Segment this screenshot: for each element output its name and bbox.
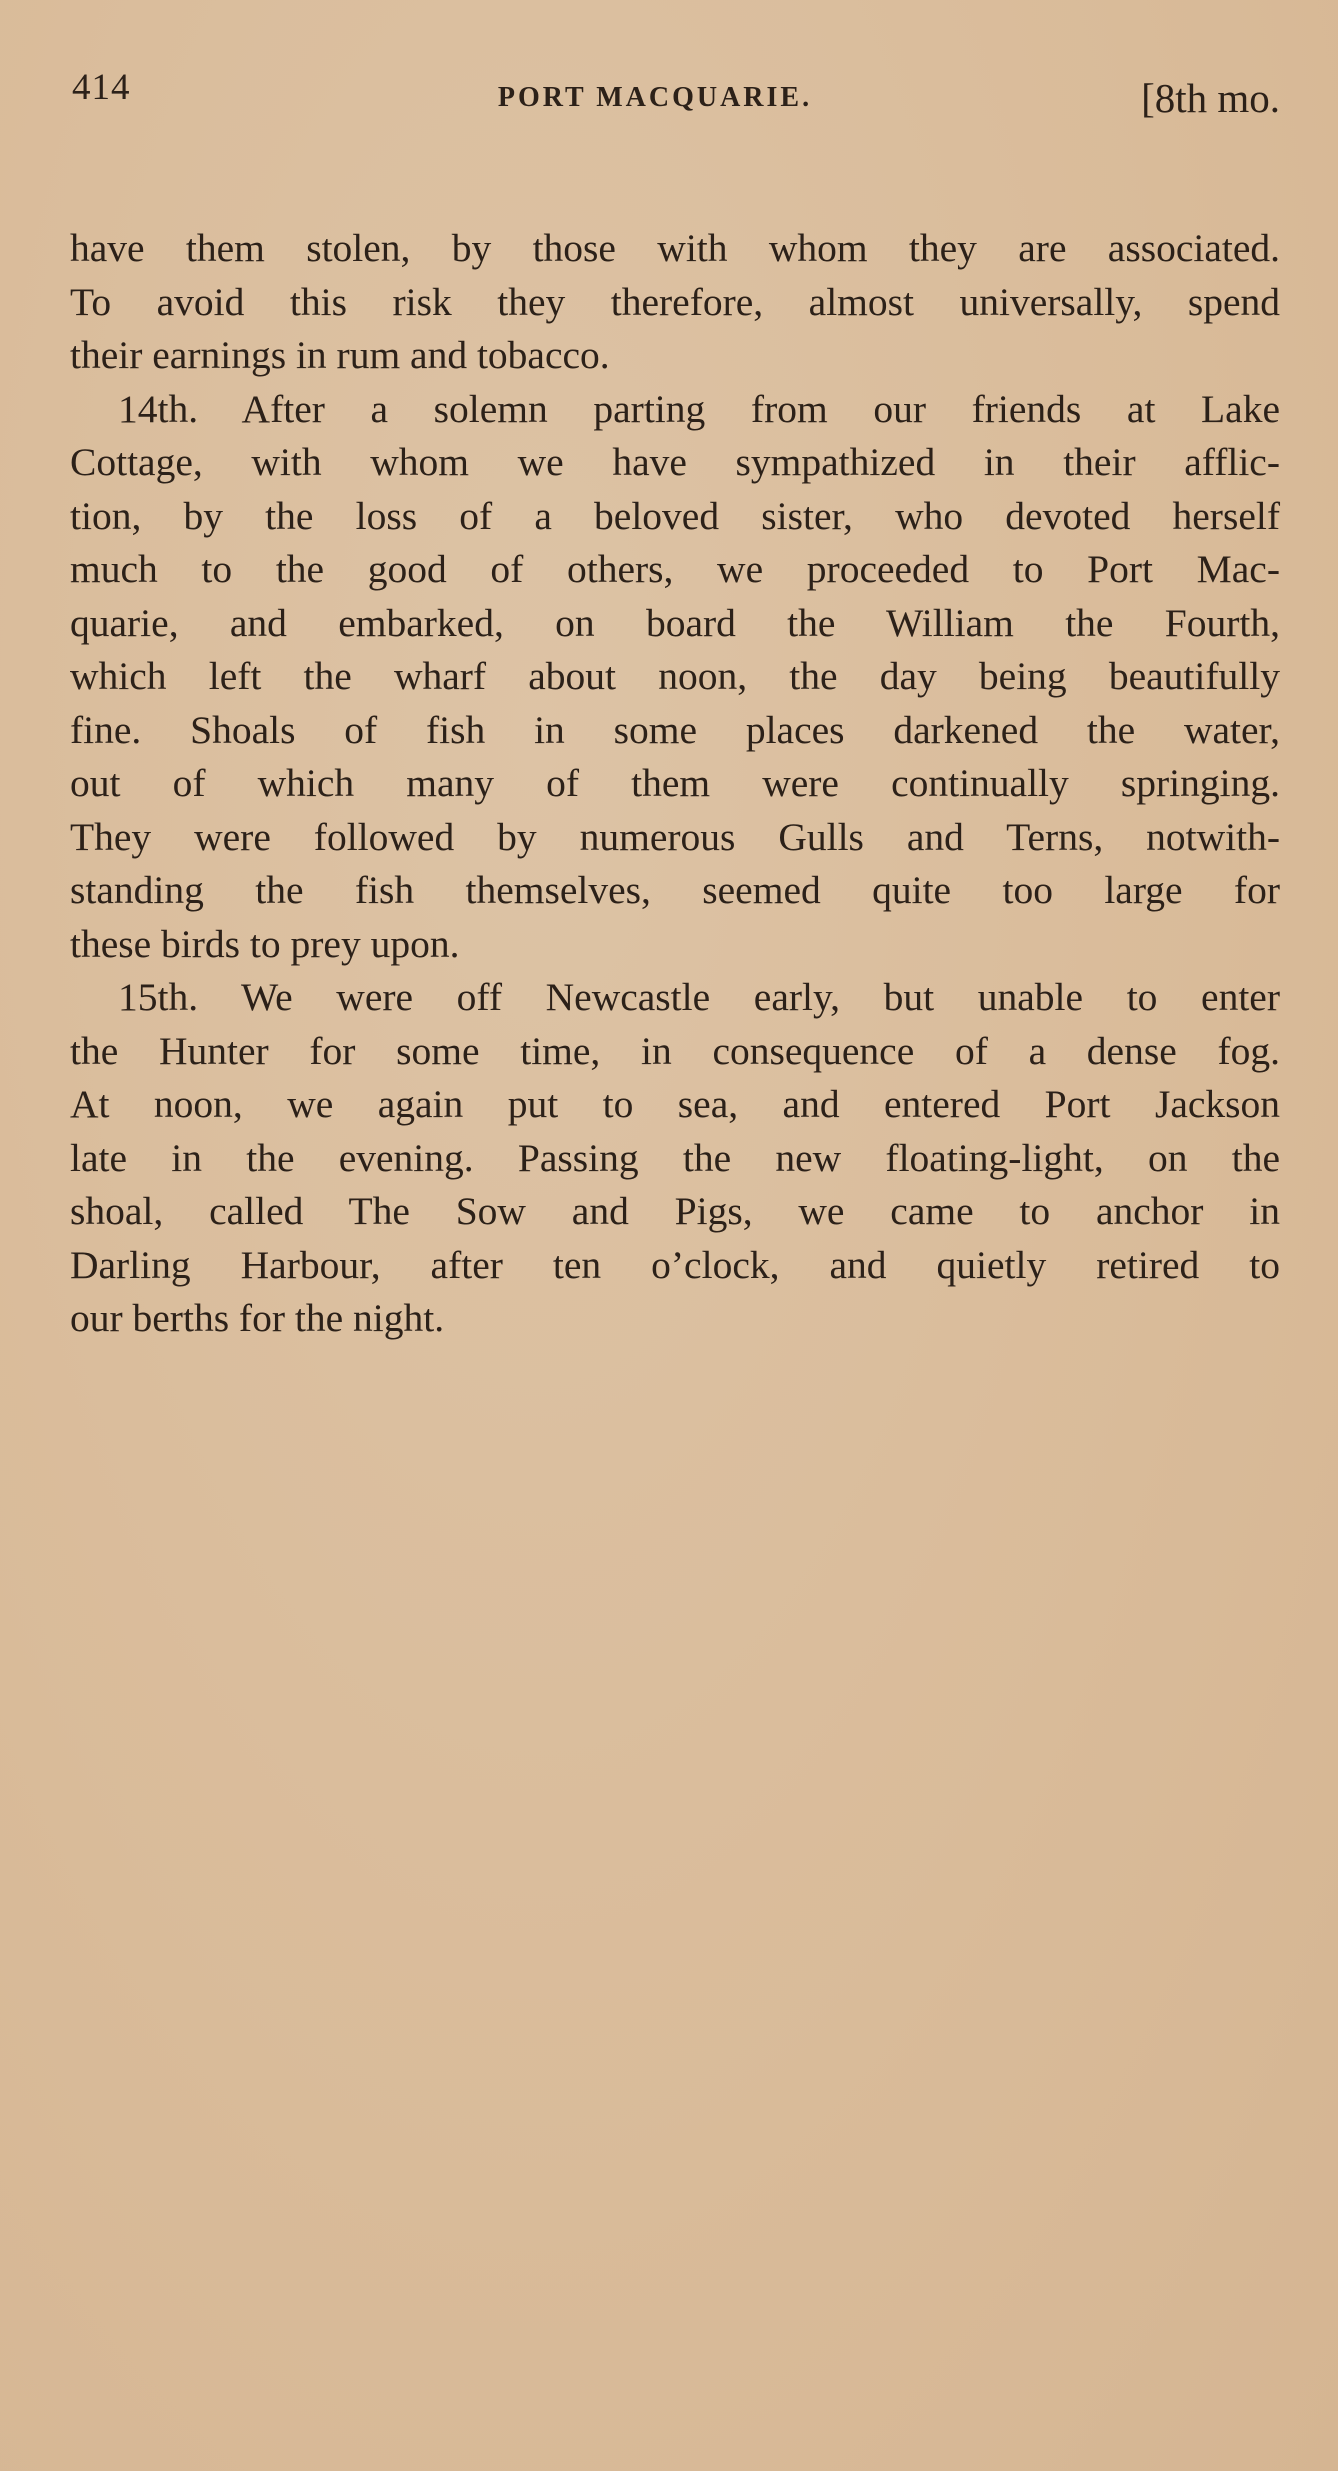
running-title: PORT MACQUARIE.: [497, 82, 813, 113]
running-date: [8th mo.: [1141, 75, 1280, 121]
text-line: our berths for the night.: [70, 1296, 445, 1340]
paragraph-3: [70, 971, 1280, 1346]
text-line: At noon, we again put to sea, and entered Port Jackson: [70, 1082, 1280, 1126]
body-text: [70, 222, 1280, 1346]
text-line: fine. Shoals of fish in some places darkened the water,: [70, 707, 1280, 752]
text-line: 15th. We were off Newcastle early, but unable to enter: [118, 975, 1280, 1019]
text-line: standing the fish themselves, seemed quite too large for: [70, 868, 1280, 912]
text-line: They were followed by numerous Gulls and Terns, notwith-: [70, 814, 1280, 859]
text-line: out of which many of them were continually springing.: [70, 761, 1280, 805]
text-line: To avoid this risk they therefore, almost universally, spend: [70, 279, 1280, 324]
text-line: much to the good of others, we proceeded to Port Mac-: [70, 547, 1280, 591]
page-number: 414: [72, 67, 131, 108]
text-line: quarie, and embarked, on board the William the Fourth,: [70, 600, 1280, 645]
paragraph-1: [70, 222, 1280, 383]
running-head: [70, 60, 1280, 140]
text-line: Darling Harbour, after ten o’clock, and quietly retired to: [70, 1242, 1280, 1287]
text-line: the Hunter for some time, in consequence of a dense fog.: [70, 1028, 1280, 1073]
text-line: shoal, called The Sow and Pigs, we came to anchor in: [70, 1189, 1280, 1233]
text-line: which left the wharf about noon, the day being beautifully: [70, 654, 1280, 698]
text-line: 14th. After a solemn parting from our friends at Lake: [118, 386, 1280, 431]
book-page: [70, 60, 1280, 1346]
paragraph-2: [70, 383, 1280, 972]
text-line: these birds to prey upon.: [70, 921, 460, 966]
text-line: have them stolen, by those with whom they are associated.: [70, 226, 1280, 270]
text-line: late in the evening. Passing the new floating-light, on the: [70, 1135, 1280, 1180]
text-line: tion, by the loss of a beloved sister, who devoted herself: [70, 493, 1280, 538]
text-line: their earnings in rum and tobacco.: [70, 333, 610, 377]
text-line: Cottage, with whom we have sympathized in their afflic-: [70, 440, 1280, 484]
